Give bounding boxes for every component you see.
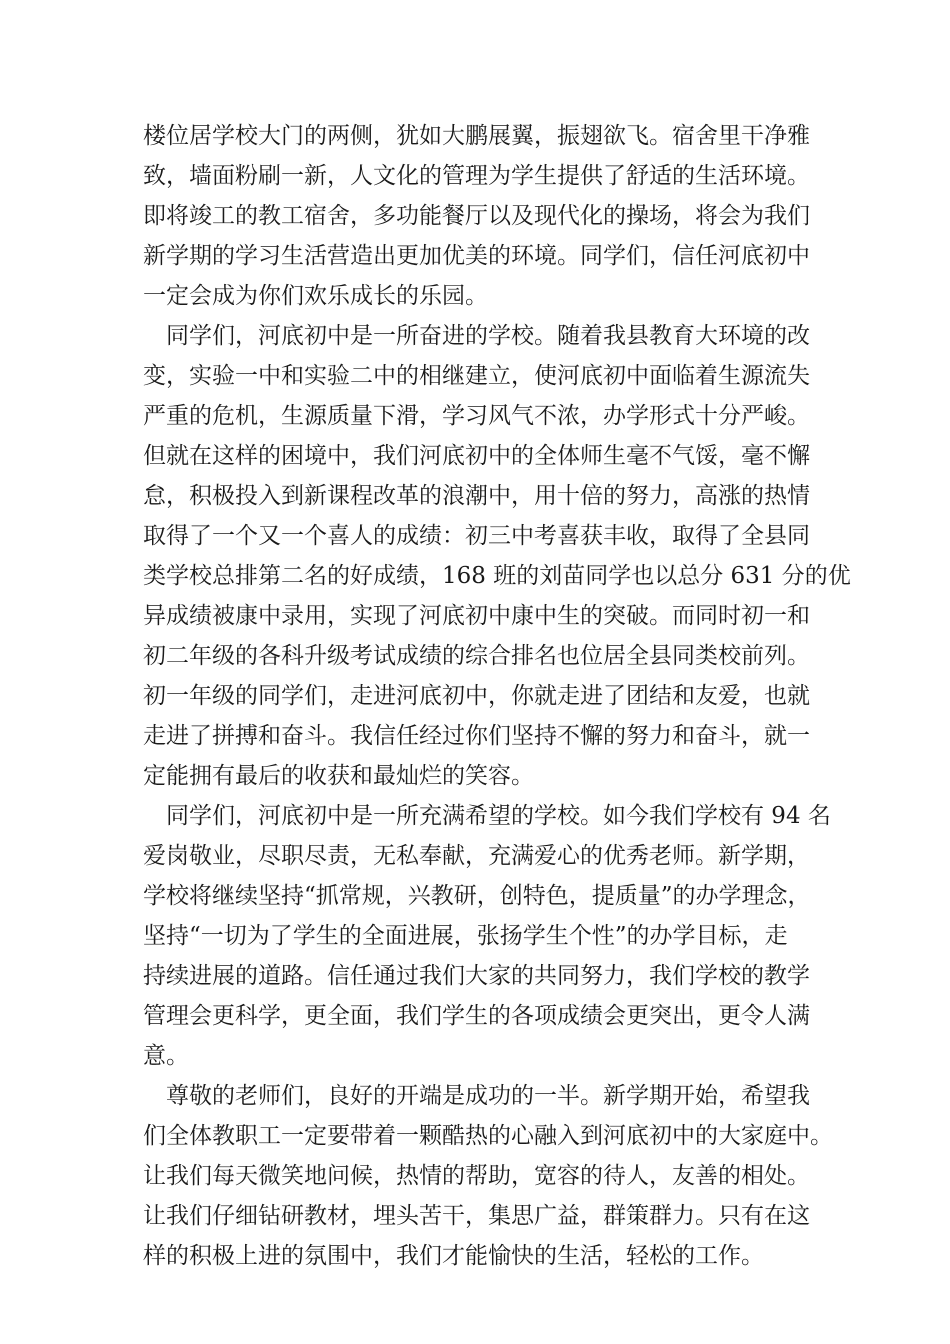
text-line: 致，墙面粉刷一新，人文化的管理为学生提供了舒适的生活环境。 [143,163,810,189]
text-line: 变，实验一中和实验二中的相继建立，使河底初中面临着生源流失 [143,363,810,389]
text-line: 定能拥有最后的收获和最灿烂的笑容。 [143,763,534,789]
paragraph-1 [143,116,833,316]
text-line: 一定会成为你们欢乐成长的乐园。 [143,283,488,309]
text-line: 怠，积极投入到新课程改革的浪潮中，用十倍的努力，高涨的热情 [143,483,810,509]
text-line: 类学校总排第二名的好成绩，168 班的刘苗同学也以总分 631 分的优 [143,563,851,589]
document-body [143,116,851,1276]
text-line: 初二年级的各科升级考试成绩的综合排名也位居全县同类校前列。 [143,643,810,669]
paragraph-2 [143,316,851,796]
text-line: 管理会更科学，更全面，我们学生的各项成绩会更突出，更令人满 [143,1003,810,1029]
text-line: 学校将继续坚持“抓常规，兴教研，创特色，提质量”的办学理念， [143,883,811,909]
text-line: 让我们仔细钻研教材，埋头苦干，集思广益，群策群力。只有在这 [143,1203,810,1229]
text-line: 初一年级的同学们，走进河底初中，你就走进了团结和友爱，也就 [143,683,810,709]
text-line: 取得了一个又一个喜人的成绩：初三中考喜获丰收，取得了全县同 [143,523,810,549]
text-line: 同学们，河底初中是一所奋进的学校。随着我县教育大环境的改 [143,323,810,349]
text-line: 们全体教职工一定要带着一颗酷热的心融入到河底初中的大家庭中。 [143,1123,833,1149]
text-line: 新学期的学习生活营造出更加优美的环境。同学们，信任河底初中 [143,243,810,269]
text-line: 同学们，河底初中是一所充满希望的学校。如今我们学校有 94 名 [143,803,831,829]
text-line: 楼位居学校大门的两侧，犹如大鹏展翼，振翅欲飞。宿舍里干净雅 [143,123,810,149]
text-line: 即将竣工的教工宿舍，多功能餐厅以及现代化的操场，将会为我们 [143,203,810,229]
text-line: 让我们每天微笑地问候，热情的帮助，宽容的待人，友善的相处。 [143,1163,810,1189]
text-line: 样的积极上进的氛围中，我们才能愉快的生活，轻松的工作。 [143,1243,764,1269]
text-line: 但就在这样的困境中，我们河底初中的全体师生毫不气馁，毫不懈 [143,443,810,469]
text-line: 意。 [143,1043,189,1069]
paragraph-4 [143,1076,833,1276]
text-line: 严重的危机，生源质量下滑，学习风气不浓，办学形式十分严峻。 [143,403,810,429]
text-line: 爱岗敬业，尽职尽责，无私奉献，充满爱心的优秀老师。新学期， [143,843,810,869]
text-line: 走进了拼搏和奋斗。我信任经过你们坚持不懈的努力和奋斗，就一 [143,723,810,749]
text-line: 尊敬的老师们，良好的开端是成功的一半。新学期开始，希望我 [143,1083,810,1109]
text-line: 异成绩被康中录用，实现了河底初中康中生的突破。而同时初一和 [143,603,810,629]
text-line: 坚持“一切为了学生的全面进展，张扬学生个性”的办学目标，走 [143,923,788,949]
paragraph-3 [143,796,833,1076]
text-line: 持续进展的道路。信任通过我们大家的共同努力，我们学校的教学 [143,963,810,989]
